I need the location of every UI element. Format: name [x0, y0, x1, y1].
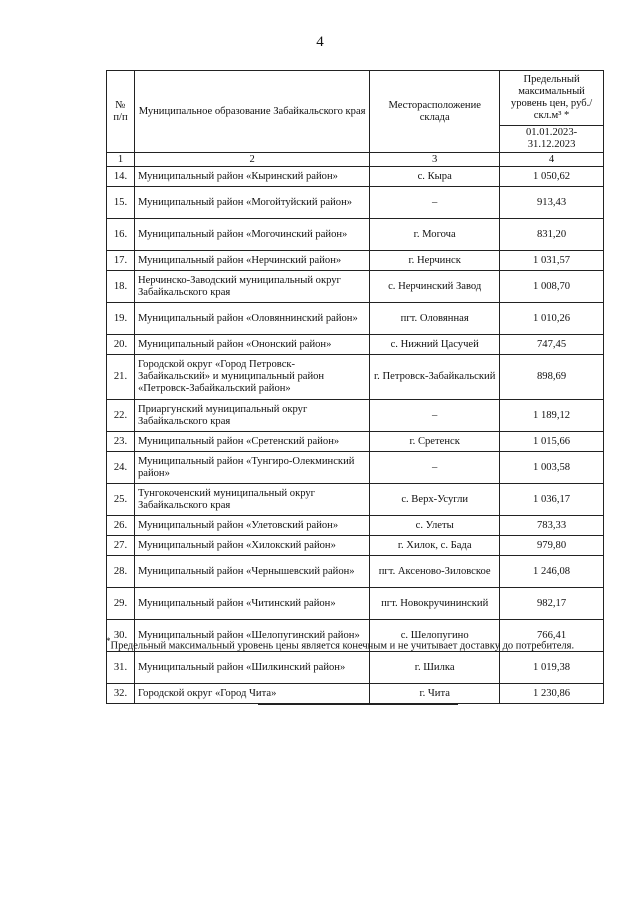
row-municipality-cell: Тунгокоченский муниципальный округ Забайкальского края	[134, 484, 369, 516]
row-municipality-cell: Муниципальный район «Улетовский район»	[134, 516, 369, 536]
table-row	[107, 303, 604, 335]
row-warehouse-cell: с. Нерчинский Завод	[370, 271, 500, 303]
row-num-cell: 18.	[107, 271, 135, 303]
row-warehouse-cell: г. Могоча	[370, 219, 500, 251]
row-warehouse-cell: г. Хилок, с. Бада	[370, 536, 500, 556]
row-price-cell: 1 246,08	[500, 556, 604, 588]
row-price-cell: 1 015,66	[500, 432, 604, 452]
row-warehouse-cell: пгт. Новокручининский	[370, 588, 500, 620]
row-municipality-cell: Муниципальный район «Ононский район»	[134, 335, 369, 355]
row-warehouse-cell: г. Сретенск	[370, 432, 500, 452]
row-municipality-cell: Муниципальный район «Кыринский район»	[134, 167, 369, 187]
row-price-cell: 1 050,62	[500, 167, 604, 187]
row-warehouse-cell: г. Шилка	[370, 652, 500, 684]
row-num-cell: 16.	[107, 219, 135, 251]
table-row	[107, 684, 604, 704]
row-price-cell: 1 008,70	[500, 271, 604, 303]
table-row	[107, 452, 604, 484]
table-header-row	[107, 71, 604, 126]
row-warehouse-cell: –	[370, 187, 500, 219]
row-municipality-cell: Муниципальный район «Шелопугинский район»	[134, 620, 369, 652]
table-row	[107, 251, 604, 271]
row-warehouse-cell: с. Улеты	[370, 516, 500, 536]
row-price-cell: 1 036,17	[500, 484, 604, 516]
row-warehouse-cell: г. Нерчинск	[370, 251, 500, 271]
row-warehouse-cell: с. Нижний Цасучей	[370, 335, 500, 355]
row-num-cell: 32.	[107, 684, 135, 704]
row-municipality-cell: Приаргунский муниципальный округ Забайкальского края	[134, 400, 369, 432]
row-warehouse-cell: г. Петровск-Забайкальский	[370, 355, 500, 400]
row-municipality-cell: Муниципальный район «Нерчинский район»	[134, 251, 369, 271]
table-row	[107, 652, 604, 684]
index-cell: 4	[500, 153, 604, 167]
row-num-cell: 17.	[107, 251, 135, 271]
row-num-cell: 23.	[107, 432, 135, 452]
row-warehouse-cell: –	[370, 452, 500, 484]
row-municipality-cell: Муниципальный район «Тунгиро-Олекминский район»	[134, 452, 369, 484]
row-warehouse-cell: с. Кыра	[370, 167, 500, 187]
row-num-cell: 14.	[107, 167, 135, 187]
row-num-cell: 19.	[107, 303, 135, 335]
row-price-cell: 831,20	[500, 219, 604, 251]
row-municipality-cell: Нерчинско-Заводский муниципальный округ Забайкальского края	[134, 271, 369, 303]
row-warehouse-cell: с. Верх-Усугли	[370, 484, 500, 516]
row-price-cell: 766,41	[500, 620, 604, 652]
header-period: 01.01.2023-31.12.2023	[500, 126, 604, 153]
row-price-cell: 913,43	[500, 187, 604, 219]
row-price-cell: 783,33	[500, 516, 604, 536]
row-price-cell: 1 019,38	[500, 652, 604, 684]
row-price-cell: 979,80	[500, 536, 604, 556]
index-cell: 2	[134, 153, 369, 167]
row-num-cell: 30.	[107, 620, 135, 652]
row-num-cell: 21.	[107, 355, 135, 400]
row-num-cell: 28.	[107, 556, 135, 588]
row-warehouse-cell: с. Шелопугино	[370, 620, 500, 652]
footnote-marker: *	[106, 636, 111, 646]
row-num-cell: 29.	[107, 588, 135, 620]
row-price-cell: 1 230,86	[500, 684, 604, 704]
header-municipality: Муниципальное образование Забайкальского края	[134, 71, 369, 153]
row-warehouse-cell: г. Чита	[370, 684, 500, 704]
row-municipality-cell: Муниципальный район «Шилкинский район»	[134, 652, 369, 684]
row-price-cell: 898,69	[500, 355, 604, 400]
row-price-cell: 1 189,12	[500, 400, 604, 432]
row-price-cell: 1 031,57	[500, 251, 604, 271]
row-num-cell: 31.	[107, 652, 135, 684]
row-num-cell: 27.	[107, 536, 135, 556]
table-row	[107, 556, 604, 588]
row-municipality-cell: Муниципальный район «Оловяннинский район»	[134, 303, 369, 335]
row-municipality-cell: Муниципальный район «Сретенский район»	[134, 432, 369, 452]
row-municipality-cell: Муниципальный район «Могочинский район»	[134, 219, 369, 251]
table-row	[107, 187, 604, 219]
row-num-cell: 15.	[107, 187, 135, 219]
footnote	[106, 636, 626, 652]
row-num-cell: 24.	[107, 452, 135, 484]
row-warehouse-cell: пгт. Аксеново-Зиловское	[370, 556, 500, 588]
header-num: № п/п	[107, 71, 135, 153]
row-num-cell: 26.	[107, 516, 135, 536]
index-cell: 3	[370, 153, 500, 167]
table-row	[107, 432, 604, 452]
table-row	[107, 219, 604, 251]
row-warehouse-cell: –	[370, 400, 500, 432]
row-municipality-cell: Муниципальный район «Могойтуйский район»	[134, 187, 369, 219]
row-num-cell: 25.	[107, 484, 135, 516]
row-price-cell: 1 003,58	[500, 452, 604, 484]
table-row	[107, 536, 604, 556]
row-municipality-cell: Городской округ «Город Чита»	[134, 684, 369, 704]
table-row	[107, 167, 604, 187]
row-num-cell: 20.	[107, 335, 135, 355]
row-municipality-cell: Муниципальный район «Чернышевский район»	[134, 556, 369, 588]
index-cell: 1	[107, 153, 135, 167]
row-price-cell: 982,17	[500, 588, 604, 620]
row-num-cell: 22.	[107, 400, 135, 432]
table-row	[107, 516, 604, 536]
row-municipality-cell: Городской округ «Город Петровск-Забайкальский» и муниципальный район «Петровск-Забайкальский район»	[134, 355, 369, 400]
table-index-row	[107, 153, 604, 167]
table-row	[107, 484, 604, 516]
signature-line	[258, 704, 458, 705]
row-price-cell: 1 010,26	[500, 303, 604, 335]
row-municipality-cell: Муниципальный район «Хилокский район»	[134, 536, 369, 556]
table-row	[107, 335, 604, 355]
row-price-cell: 747,45	[500, 335, 604, 355]
price-table	[106, 70, 604, 704]
row-municipality-cell: Муниципальный район «Читинский район»	[134, 588, 369, 620]
row-warehouse-cell: пгт. Оловянная	[370, 303, 500, 335]
table-row	[107, 400, 604, 432]
page-number: 4	[316, 34, 324, 50]
table-row	[107, 588, 604, 620]
header-warehouse: Месторасположение склада	[370, 71, 500, 153]
footnote-text: Предельный максимальный уровень цены является конечным и не учитывает доставку до потребителя.	[110, 640, 575, 652]
header-price: Предельный максимальный уровень цен, руб./скл.м³ *	[500, 71, 604, 126]
table-row	[107, 271, 604, 303]
table-row	[107, 355, 604, 400]
